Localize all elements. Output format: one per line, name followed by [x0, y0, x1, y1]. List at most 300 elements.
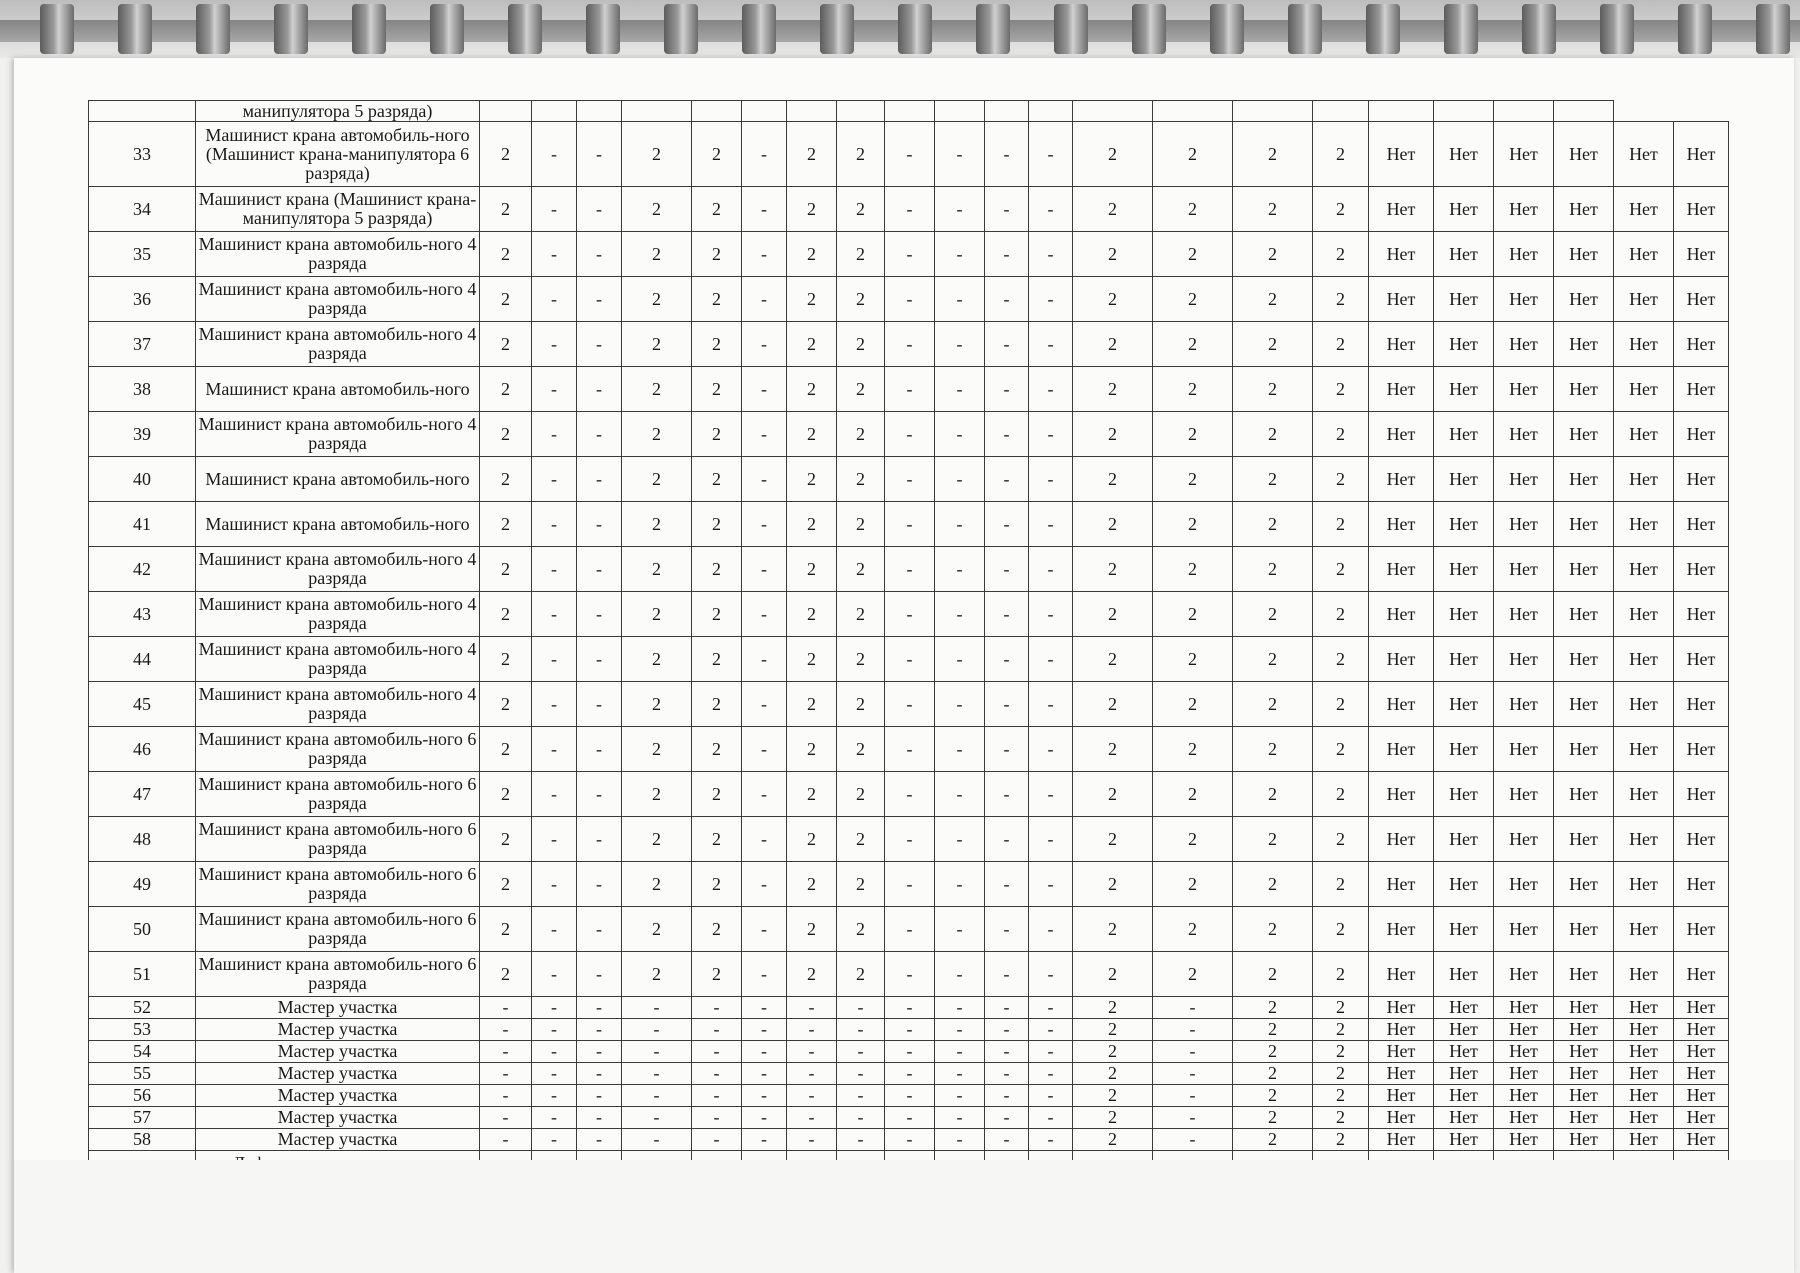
value-cell: - [985, 322, 1029, 367]
value-cell: 2 [1153, 772, 1233, 817]
value-cell-net: Нет [1554, 367, 1614, 412]
value-cell: - [885, 277, 935, 322]
value-cell-net: Нет [1674, 322, 1729, 367]
value-cell-net: Нет [1494, 952, 1554, 997]
value-cell: - [935, 1019, 985, 1041]
value-cell-net: Нет [1674, 637, 1729, 682]
value-cell: - [480, 1085, 532, 1107]
value-cell: 2 [692, 547, 742, 592]
value-cell-net: Нет [1494, 457, 1554, 502]
value-cell: - [985, 1085, 1029, 1107]
value-cell: - [692, 1129, 742, 1151]
table-row [89, 682, 1729, 727]
value-cell: - [837, 1085, 885, 1107]
row-number-cell: 50 [89, 907, 196, 952]
value-cell: - [885, 1085, 935, 1107]
value-cell: - [622, 1019, 692, 1041]
value-cell: 2 [1073, 592, 1153, 637]
value-cell-net: Нет [1614, 952, 1674, 997]
value-cell-net: Нет [1674, 232, 1729, 277]
value-cell: - [1153, 997, 1233, 1019]
row-number-cell: 36 [89, 277, 196, 322]
value-cell: 2 [622, 367, 692, 412]
value-cell-net: Нет [1674, 277, 1729, 322]
table-row [89, 907, 1729, 952]
value-cell: - [985, 412, 1029, 457]
row-name-cell: Машинист крана автомобиль-ного 6 разряда [196, 907, 480, 952]
value-cell-net: Нет [1494, 367, 1554, 412]
value-cell: - [985, 367, 1029, 412]
value-cell-net: Нет [1674, 1107, 1729, 1129]
value-cell: 2 [622, 547, 692, 592]
value-cell: - [935, 232, 985, 277]
row-number-cell: 38 [89, 367, 196, 412]
value-cell: - [935, 637, 985, 682]
value-cell: - [1029, 1041, 1073, 1063]
value-cell: 2 [1073, 322, 1153, 367]
value-cell: 2 [622, 817, 692, 862]
value-cell-net: Нет [1674, 592, 1729, 637]
value-cell: - [885, 907, 935, 952]
value-cell-net: Нет [1494, 907, 1554, 952]
page-bottom-margin [14, 1160, 1794, 1273]
value-cell-net: Нет [1554, 322, 1614, 367]
row-number-cell: 58 [89, 1129, 196, 1151]
value-cell: - [787, 1107, 837, 1129]
table-row [89, 547, 1729, 592]
value-cell: - [935, 412, 985, 457]
value-cell-net: Нет [1494, 502, 1554, 547]
value-cell: 2 [837, 277, 885, 322]
value-cell: - [532, 637, 577, 682]
value-cell-net: Нет [1434, 772, 1494, 817]
value-cell: 2 [480, 412, 532, 457]
value-cell-net: Нет [1369, 592, 1434, 637]
value-cell-net: Нет [1614, 1063, 1674, 1085]
value-cell: - [692, 1085, 742, 1107]
value-cell-net: Нет [1369, 1129, 1434, 1151]
value-cell: - [742, 457, 787, 502]
value-cell: - [885, 592, 935, 637]
value-cell-net: Нет [1674, 502, 1729, 547]
row-name-cell: Машинист крана автомобиль-ного [196, 457, 480, 502]
value-cell: 2 [480, 122, 532, 187]
value-cell-net: Нет [1674, 547, 1729, 592]
value-cell: - [985, 1129, 1029, 1151]
row-name-cell: Машинист крана автомобиль-ного 4 разряда [196, 547, 480, 592]
value-cell: 2 [1153, 592, 1233, 637]
value-cell-net: Нет [1369, 122, 1434, 187]
value-cell-net: Нет [1434, 637, 1494, 682]
value-cell: - [742, 862, 787, 907]
value-cell: 2 [837, 122, 885, 187]
value-cell: 2 [837, 682, 885, 727]
value-cell-net: Нет [1434, 457, 1494, 502]
value-cell-net: Нет [1494, 547, 1554, 592]
value-cell: - [532, 1041, 577, 1063]
table-row [89, 122, 1729, 187]
value-cell: 2 [622, 907, 692, 952]
value-cell-net: Нет [1554, 457, 1614, 502]
value-cell-net: Нет [1554, 952, 1614, 997]
value-cell: - [532, 277, 577, 322]
value-cell: - [935, 772, 985, 817]
value-cell: 2 [1313, 1107, 1369, 1129]
value-cell-net: Нет [1494, 997, 1554, 1019]
value-cell: - [577, 547, 622, 592]
value-cell: - [577, 727, 622, 772]
table-row [89, 727, 1729, 772]
table-row [89, 322, 1729, 367]
value-cell: - [532, 727, 577, 772]
table-row [89, 232, 1729, 277]
value-cell-net: Нет [1554, 1019, 1614, 1041]
value-cell: 2 [1233, 502, 1313, 547]
value-cell: - [622, 1107, 692, 1129]
value-cell: - [837, 997, 885, 1019]
value-cell-net: Нет [1614, 1129, 1674, 1151]
value-cell-net: Нет [1434, 122, 1494, 187]
value-cell: - [985, 862, 1029, 907]
value-cell-net: Нет [1554, 412, 1614, 457]
value-cell: 2 [787, 367, 837, 412]
value-cell: 2 [1233, 232, 1313, 277]
value-cell-net: Нет [1614, 412, 1674, 457]
value-cell: - [532, 457, 577, 502]
value-cell: 2 [1153, 682, 1233, 727]
row-name-cell: Машинист крана автомобиль-ного 6 разряда [196, 727, 480, 772]
value-cell: - [1029, 187, 1073, 232]
value-cell: - [1029, 952, 1073, 997]
value-cell: 2 [787, 277, 837, 322]
value-cell: - [1029, 1107, 1073, 1129]
value-cell: - [480, 1107, 532, 1129]
value-cell: - [742, 122, 787, 187]
row-number-cell: 39 [89, 412, 196, 457]
value-cell: - [1029, 1019, 1073, 1041]
table-row [89, 1019, 1729, 1041]
value-cell: 2 [1233, 817, 1313, 862]
value-cell: - [1029, 772, 1073, 817]
value-cell: 2 [1073, 457, 1153, 502]
value-cell: 2 [1233, 1085, 1313, 1107]
value-cell: - [577, 862, 622, 907]
value-cell-net: Нет [1434, 952, 1494, 997]
value-cell: 2 [480, 952, 532, 997]
value-cell: - [577, 1041, 622, 1063]
value-cell: - [985, 122, 1029, 187]
value-cell: - [742, 997, 787, 1019]
value-cell-net: Нет [1614, 322, 1674, 367]
value-cell-net: Нет [1674, 187, 1729, 232]
value-cell: - [935, 277, 985, 322]
row-name-cell: манипулятора 5 разряда) [196, 101, 480, 122]
value-cell-net: Нет [1674, 682, 1729, 727]
value-cell: 2 [1313, 277, 1369, 322]
value-cell-net: Нет [1434, 682, 1494, 727]
row-name-cell: Мастер участка [196, 1063, 480, 1085]
value-cell: - [532, 1107, 577, 1129]
value-cell: 2 [837, 187, 885, 232]
value-cell: 2 [1313, 1041, 1369, 1063]
value-cell: 2 [622, 232, 692, 277]
value-cell: - [935, 322, 985, 367]
value-cell: - [935, 682, 985, 727]
value-cell: 2 [787, 772, 837, 817]
value-cell: 2 [1153, 727, 1233, 772]
value-cell: - [532, 232, 577, 277]
value-cell: 2 [787, 637, 837, 682]
value-cell: 2 [1153, 862, 1233, 907]
value-cell: - [985, 592, 1029, 637]
table-row [89, 1041, 1729, 1063]
binding-ring [1054, 4, 1088, 54]
value-cell-net: Нет [1434, 547, 1494, 592]
value-cell: - [742, 277, 787, 322]
value-cell: - [885, 772, 935, 817]
value-cell-net: Нет [1494, 862, 1554, 907]
value-cell-net: Нет [1614, 727, 1674, 772]
row-number-cell: 57 [89, 1107, 196, 1129]
value-cell: - [1153, 1063, 1233, 1085]
value-cell: 2 [787, 817, 837, 862]
value-cell: 2 [1233, 1107, 1313, 1129]
row-number-cell: 44 [89, 637, 196, 682]
row-name-cell: Машинист крана автомобиль-ного (Машинист крана-манипулятора 6 разряда) [196, 122, 480, 187]
value-cell-net: Нет [1554, 187, 1614, 232]
value-cell: - [577, 592, 622, 637]
value-cell: - [985, 817, 1029, 862]
value-cell: - [577, 772, 622, 817]
value-cell: - [1029, 1085, 1073, 1107]
row-name-cell: Мастер участка [196, 1129, 480, 1151]
value-cell-net: Нет [1369, 277, 1434, 322]
value-cell-net: Нет [1554, 1041, 1614, 1063]
value-cell-net: Нет [1614, 187, 1674, 232]
value-cell: - [1029, 727, 1073, 772]
value-cell-net: Нет [1494, 772, 1554, 817]
value-cell-net: Нет [1554, 997, 1614, 1019]
value-cell: - [577, 367, 622, 412]
value-cell-net: Нет [1494, 727, 1554, 772]
table-row [89, 1129, 1729, 1151]
value-cell-net: Нет [1494, 412, 1554, 457]
value-cell: - [935, 862, 985, 907]
value-cell-net: Нет [1614, 997, 1674, 1019]
value-cell: 2 [1073, 772, 1153, 817]
value-cell: - [885, 997, 935, 1019]
row-number-cell: 51 [89, 952, 196, 997]
value-cell-net: Нет [1614, 907, 1674, 952]
value-cell: 2 [1073, 1107, 1153, 1129]
value-cell: 2 [837, 502, 885, 547]
value-cell-net: Нет [1494, 1129, 1554, 1151]
value-cell: - [577, 277, 622, 322]
value-cell-net: Нет [1554, 907, 1614, 952]
value-cell: 2 [1233, 727, 1313, 772]
value-cell: - [885, 232, 935, 277]
binding-ring [430, 4, 464, 54]
value-cell: 2 [1313, 907, 1369, 952]
value-cell: 2 [1233, 412, 1313, 457]
value-cell: 2 [1313, 457, 1369, 502]
value-cell: - [577, 502, 622, 547]
row-name-cell: Мастер участка [196, 1041, 480, 1063]
value-cell: - [742, 547, 787, 592]
value-cell-net: Нет [1674, 1085, 1729, 1107]
value-cell: - [885, 547, 935, 592]
value-cell: 2 [1233, 772, 1313, 817]
value-cell: - [742, 502, 787, 547]
row-name-cell: Машинист крана автомобиль-ного 6 разряда [196, 862, 480, 907]
value-cell: 2 [622, 277, 692, 322]
value-cell: - [885, 1019, 935, 1041]
value-cell: - [935, 1129, 985, 1151]
row-name-cell: Машинист крана автомобиль-ного 4 разряда [196, 232, 480, 277]
value-cell-net: Нет [1369, 682, 1434, 727]
value-cell: - [532, 817, 577, 862]
value-cell-net: Нет [1674, 862, 1729, 907]
data-table-container [88, 100, 1729, 1196]
table-row [89, 862, 1729, 907]
value-cell-net: Нет [1434, 817, 1494, 862]
value-cell: - [1029, 1129, 1073, 1151]
value-cell: 2 [480, 457, 532, 502]
value-cell: - [985, 187, 1029, 232]
value-cell: 2 [837, 907, 885, 952]
value-cell-net: Нет [1554, 1107, 1614, 1129]
value-cell: - [742, 232, 787, 277]
value-cell: - [1029, 547, 1073, 592]
table-row [89, 592, 1729, 637]
value-cell: - [742, 187, 787, 232]
value-cell: - [1153, 1085, 1233, 1107]
value-cell-net: Нет [1369, 502, 1434, 547]
value-cell: - [532, 862, 577, 907]
value-cell: 2 [692, 817, 742, 862]
value-cell: - [742, 1041, 787, 1063]
value-cell: 2 [1153, 817, 1233, 862]
value-cell: - [1153, 1041, 1233, 1063]
value-cell-net: Нет [1434, 367, 1494, 412]
value-cell: - [787, 1019, 837, 1041]
value-cell: 2 [1233, 1041, 1313, 1063]
value-cell: - [1029, 502, 1073, 547]
value-cell: 2 [1073, 367, 1153, 412]
table-row [89, 412, 1729, 457]
row-number-cell: 56 [89, 1085, 196, 1107]
value-cell: 2 [1073, 232, 1153, 277]
value-cell-net: Нет [1494, 1019, 1554, 1041]
value-cell: - [532, 322, 577, 367]
value-cell: 2 [1233, 952, 1313, 997]
data-table [88, 100, 1729, 1196]
value-cell: 2 [1313, 637, 1369, 682]
table-row [89, 1063, 1729, 1085]
value-cell: - [577, 187, 622, 232]
value-cell: - [532, 592, 577, 637]
row-number-cell: 47 [89, 772, 196, 817]
value-cell: 2 [787, 952, 837, 997]
value-cell-net: Нет [1674, 1041, 1729, 1063]
binding-ring [1444, 4, 1478, 54]
value-cell-net: Нет [1614, 772, 1674, 817]
value-cell: 2 [1073, 187, 1153, 232]
binding-ring [508, 4, 542, 54]
value-cell: 2 [1233, 862, 1313, 907]
value-cell-net: Нет [1494, 187, 1554, 232]
value-cell: - [532, 367, 577, 412]
table-row [89, 187, 1729, 232]
value-cell-net: Нет [1674, 772, 1729, 817]
row-number-cell: 41 [89, 502, 196, 547]
value-cell: 2 [692, 727, 742, 772]
value-cell: - [577, 637, 622, 682]
value-cell: - [787, 997, 837, 1019]
row-number-cell: 34 [89, 187, 196, 232]
binding-ring [586, 4, 620, 54]
row-number-cell: 46 [89, 727, 196, 772]
value-cell: - [985, 772, 1029, 817]
value-cell-net: Нет [1614, 1085, 1674, 1107]
row-number-cell: 49 [89, 862, 196, 907]
value-cell-net: Нет [1369, 772, 1434, 817]
value-cell-net: Нет [1674, 907, 1729, 952]
table-row-partial [89, 101, 1729, 122]
value-cell-net: Нет [1614, 232, 1674, 277]
value-cell: - [1029, 637, 1073, 682]
value-cell-net: Нет [1369, 1019, 1434, 1041]
value-cell: 2 [1233, 367, 1313, 412]
value-cell: 2 [1233, 277, 1313, 322]
value-cell-net: Нет [1434, 1107, 1494, 1129]
value-cell-net: Нет [1369, 367, 1434, 412]
value-cell: - [577, 322, 622, 367]
value-cell: 2 [1073, 547, 1153, 592]
value-cell-net: Нет [1434, 727, 1494, 772]
value-cell: 2 [1313, 1129, 1369, 1151]
value-cell: - [577, 122, 622, 187]
value-cell: 2 [1313, 502, 1369, 547]
value-cell: - [692, 1041, 742, 1063]
value-cell: - [935, 502, 985, 547]
value-cell-net: Нет [1614, 547, 1674, 592]
value-cell: 2 [1073, 952, 1153, 997]
value-cell-net: Нет [1614, 1019, 1674, 1041]
value-cell: - [692, 1063, 742, 1085]
value-cell: 2 [692, 592, 742, 637]
row-name-cell: Машинист крана автомобиль-ного 4 разряда [196, 412, 480, 457]
value-cell: - [935, 727, 985, 772]
value-cell: - [577, 1107, 622, 1129]
value-cell: - [985, 682, 1029, 727]
value-cell: - [885, 682, 935, 727]
value-cell: 2 [480, 547, 532, 592]
value-cell-net: Нет [1434, 862, 1494, 907]
value-cell: 2 [1153, 637, 1233, 682]
value-cell-net: Нет [1554, 547, 1614, 592]
value-cell: 2 [480, 592, 532, 637]
value-cell: 2 [787, 547, 837, 592]
value-cell-net: Нет [1674, 952, 1729, 997]
row-name-cell: Машинист крана автомобиль-ного 6 разряда [196, 772, 480, 817]
value-cell-net: Нет [1434, 1063, 1494, 1085]
value-cell: - [985, 232, 1029, 277]
value-cell: - [885, 1041, 935, 1063]
value-cell-net: Нет [1434, 277, 1494, 322]
value-cell-net: Нет [1494, 682, 1554, 727]
row-number-cell: 48 [89, 817, 196, 862]
